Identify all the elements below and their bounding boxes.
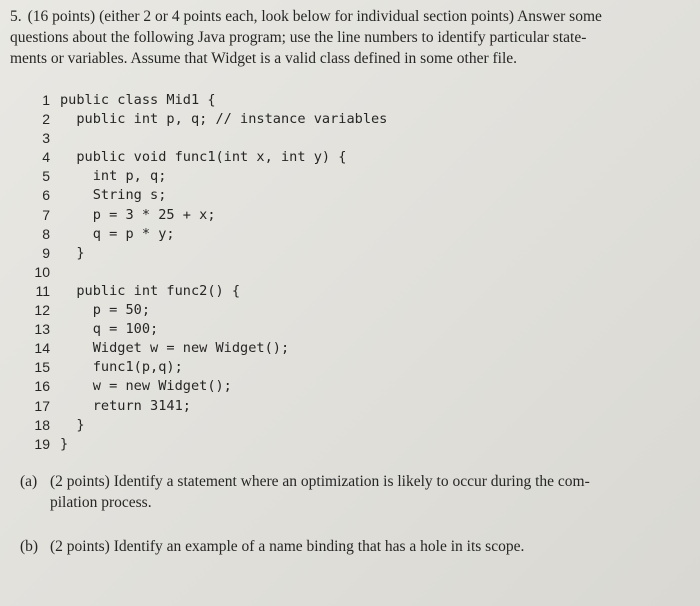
question-a-text-line-1: (2 points) Identify a statement where an optimization is likely to occur during the com- bbox=[50, 473, 590, 490]
line-number: 9 bbox=[42, 244, 50, 261]
code-line bbox=[0, 186, 700, 205]
code-text: } bbox=[60, 244, 85, 261]
code-text: func1(p,q); bbox=[60, 359, 183, 376]
code-line bbox=[0, 301, 700, 320]
code-line bbox=[0, 263, 700, 282]
code-line bbox=[0, 339, 700, 358]
line-number: 16 bbox=[34, 378, 50, 395]
question-b bbox=[20, 536, 690, 557]
code-text: public class Mid1 { bbox=[60, 92, 216, 108]
line-number: 12 bbox=[34, 302, 50, 319]
question-a bbox=[20, 471, 690, 513]
code-text: Widget w = new Widget(); bbox=[60, 340, 290, 357]
code-line bbox=[0, 320, 700, 339]
code-text: q = 100; bbox=[60, 321, 159, 338]
line-number: 11 bbox=[35, 282, 50, 299]
line-number: 2 bbox=[42, 111, 50, 128]
code-line bbox=[0, 397, 700, 416]
code-text: w = new Widget(); bbox=[60, 378, 232, 395]
line-number: 17 bbox=[34, 397, 50, 414]
question-b-label: (b) bbox=[20, 538, 39, 555]
line-number: 13 bbox=[34, 321, 50, 338]
code-text: public void func1(int x, int y) { bbox=[60, 149, 347, 166]
line-number: 1 bbox=[42, 92, 50, 108]
line-number: 19 bbox=[34, 435, 50, 452]
code-text: public int p, q; // instance variables bbox=[60, 111, 388, 128]
code-line bbox=[0, 206, 700, 225]
line-number: 8 bbox=[42, 225, 50, 242]
code-line bbox=[0, 129, 700, 148]
code-line bbox=[0, 225, 700, 244]
code-text: } bbox=[60, 435, 69, 452]
code-text: return 3141; bbox=[60, 397, 191, 414]
line-number: 5 bbox=[42, 168, 50, 185]
code-text: int p, q; bbox=[60, 168, 167, 185]
code-line bbox=[0, 377, 700, 396]
line-number: 18 bbox=[34, 416, 50, 433]
code-line bbox=[0, 282, 700, 301]
line-number: 10 bbox=[34, 263, 50, 280]
code-text: } bbox=[60, 416, 85, 433]
code-line bbox=[0, 416, 700, 435]
question-b-text: (2 points) Identify an example of a name binding that has a hole in its scope. bbox=[50, 538, 525, 555]
code-line bbox=[0, 358, 700, 377]
code-text: q = p * y; bbox=[60, 225, 175, 242]
line-number: 7 bbox=[42, 206, 50, 223]
line-number: 3 bbox=[42, 130, 50, 147]
line-number: 4 bbox=[42, 149, 50, 166]
line-number: 15 bbox=[34, 359, 50, 376]
question-a-label: (a) bbox=[20, 473, 38, 490]
code-text: p = 3 * 25 + x; bbox=[60, 206, 216, 223]
code-line bbox=[0, 435, 700, 454]
code-text: p = 50; bbox=[60, 302, 151, 319]
problem-text-line-1: (16 points) (either 2 or 4 points each, look below for individual section points) Answer some bbox=[27, 8, 602, 25]
code-text: String s; bbox=[60, 187, 167, 204]
line-number: 6 bbox=[42, 187, 50, 204]
line-number: 14 bbox=[34, 340, 50, 357]
code-line bbox=[0, 110, 700, 129]
problem-statement bbox=[10, 6, 690, 69]
code-line bbox=[0, 91, 700, 110]
code-line bbox=[0, 148, 700, 167]
code-listing bbox=[0, 91, 700, 454]
problem-text-line-2: questions about the following Java program; use the line numbers to identify particular state- bbox=[10, 29, 587, 46]
code-line bbox=[0, 244, 700, 263]
problem-text-line-3: ments or variables. Assume that Widget is a valid class defined in some other file. bbox=[10, 50, 518, 67]
code-text: public int func2() { bbox=[60, 282, 241, 299]
code-line bbox=[0, 167, 700, 186]
problem-number: 5. bbox=[10, 8, 22, 25]
question-a-text-line-2: pilation process. bbox=[50, 494, 152, 511]
